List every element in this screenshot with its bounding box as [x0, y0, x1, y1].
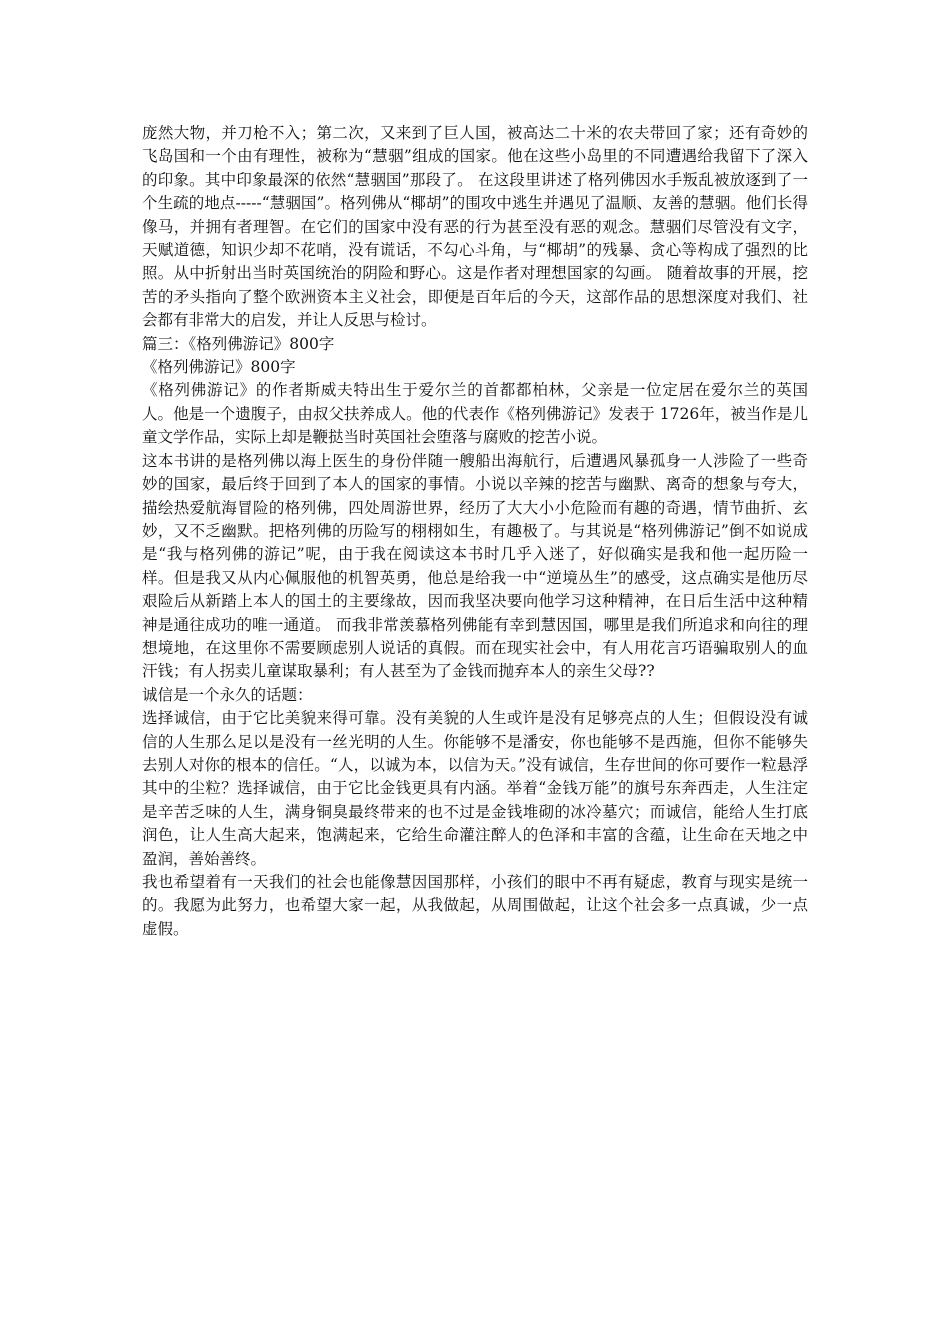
paragraph-huiyin-summary: 庞然大物，并刀枪不入；第二次，又来到了巨人国，被高达二十米的农夫带回了家；还有奇妙的飞岛国和一个由有理性，被称为“慧骃”组成的国家。他在这些小岛里的不同遭遇给我留下了深入的印象。其中印象最深的依然“慧骃国”那段了。 在这段里讲述了格列佛因水手叛乱被放逐到了一个生疏的地点-----“慧骃国”。格列佛从“椰胡”的围攻中逃生并遇见了温顺、友善的慧骃。他们长得像马，并拥有者理智。在它们的国家中没有恶的行为甚至没有恶的观念。慧骃们尽管没有文字，天赋道德，知识少却不花哨，没有谎话，不勾心斗角，与“椰胡”的残暴、贪心等构成了强烈的比照。从中折射出当时英国统治的阴险和野心。这是作者对理想国家的勾画。 随着故事的开展，挖苦的矛头指向了整个欧洲资本主义社会，即便是百年后的今天，这部作品的思想深度对我们、社会都有非常大的启发，并让人反思与检讨。: [142, 124, 808, 330]
paragraph-story-summary: 这本书讲的是格列佛以海上医生的身份伴随一艘船出海航行，后遭遇风暴孤身一人涉险了一些奇妙的国家，最后终于回到了本人的国家的事情。小说以辛辣的挖苦与幽默、离奇的想象与夸大，描绘热爱航海冒险的格列佛，四处周游世界，经历了大大小小危险而有趣的奇遇，情节曲折、玄妙，又不乏幽默。把格列佛的历险写的栩栩如生，有趣极了。与其说是“格列佛游记”倒不如说成是“我与格列佛的游记”呢，由于我在阅读这本书时几乎入迷了，好似确实是我和他一起历险一样。但是我又从内心佩服他的机智英勇，他总是给我一中“逆境丛生”的感受，这点确实是他历尽艰险后从新踏上本人的国土的主要缘故，因而我坚决要向他学习这种精神，在日后生活中这种精神是通往成功的唯一通道。 而我非常羡慕格列佛能有幸到慧因国，哪里是我们所追求和向往的理想境地，在这里你不需要顾虑别人说话的真假。而在现实社会中，有人用花言巧语骗取别人的血汗钱；有人拐卖儿童谋取暴利；有人甚至为了金钱而抛弃本人的亲生父母??: [142, 451, 808, 681]
paragraph-integrity-topic: 诚信是一个永久的话题：: [142, 685, 313, 704]
paragraph-author-intro: 《格列佛游记》的作者斯威夫特出生于爱尔兰的首都都柏林，父亲是一位定居在爱尔兰的英国人。他是一个遗腹子，由叔父扶养成人。他的代表作《格列佛游记》发表于 1726年，被当作是儿童文学作品，实际上却是鞭挞当时英国社会堕落与腐败的挖苦小说。: [142, 381, 808, 447]
section-heading: 篇三：《格列佛游记》800字: [142, 334, 335, 353]
paragraph-conclusion: 我也希望着有一天我们的社会也能像慧因国那样，小孩们的眼中不再有疑虑，教育与现实是统一的。我愿为此努力，也希望大家一起，从我做起，从周围做起，让这个社会多一点真诚，少一点虚假。: [142, 873, 808, 938]
article-title: 《格列佛游记》800字: [142, 358, 296, 377]
document-body: [142, 122, 808, 941]
paragraph-choose-integrity: 选择诚信，由于它比美貌来得可靠。没有美貌的人生或许是没有足够亮点的人生；但假设没有诚信的人生那么足以是没有一丝光明的人生。你能够不是潘安，你也能够不是西施，但你不能够失去别人对你的根本的信任。“人，以诚为本，以信为天。”没有诚信，生存世间的你可要作一粒悬浮其中的尘粒？选择诚信，由于它比金钱更具有内涵。举着“金钱万能”的旗号东奔西走，人生注定是辛苦乏味的人生，满身铜臭最终带来的也不过是金钱堆砌的冰冷墓穴；而诚信，能给人生打底润色，让人生高大起来，饱满起来，它给生命灌注醉人的色泽和丰富的含蕴，让生命在天地之中盈润，善始善终。: [142, 709, 808, 868]
